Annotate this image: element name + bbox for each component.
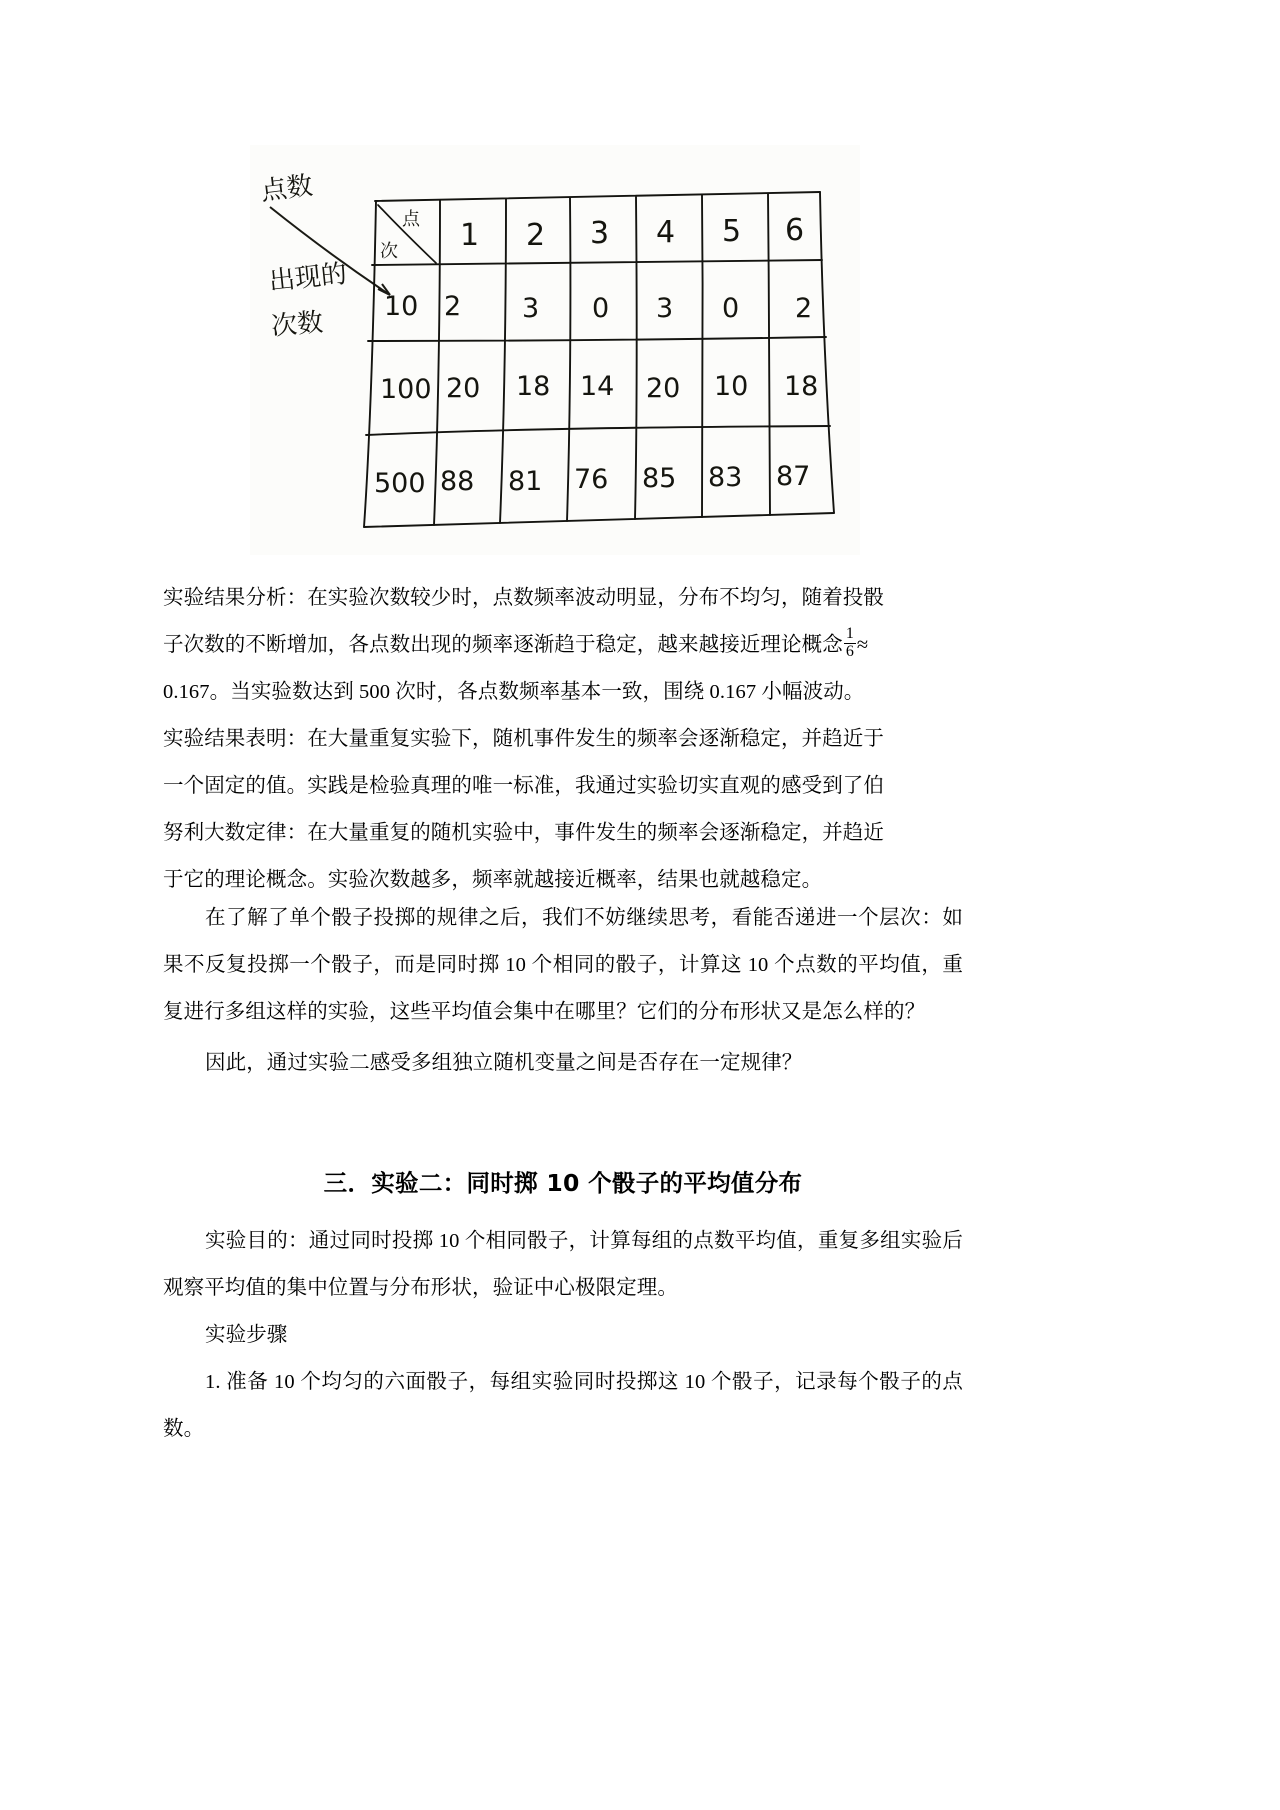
- analysis-line-1: 实验结果分析：在实验次数较少时，点数频率波动明显，分布不均匀，随着投骰: [163, 587, 884, 609]
- col-header-4: 4: [656, 215, 676, 250]
- analysis-line-2: [163, 622, 963, 669]
- corner-label-dian: 点: [402, 209, 420, 230]
- purpose-paragraph: 实验目的：通过同时投掷 10 个相同骰子，计算每组的点数平均值，重复多组实验后观察平均值的集中位置与分布形状，验证中心极限定理。: [163, 1230, 963, 1299]
- cell-100-4: 20: [646, 373, 681, 404]
- cell-100-5: 10: [714, 371, 749, 402]
- experiment-step-1-block: [163, 1359, 963, 1453]
- therefore-paragraph: 因此，通过实验二感受多组独立随机变量之间是否存在一定规律？: [205, 1052, 803, 1074]
- row-label-100: 100: [380, 374, 432, 405]
- steps-title: 实验步骤: [205, 1324, 288, 1346]
- handwritten-table-svg: [250, 145, 860, 555]
- col-header-1: 1: [460, 218, 480, 253]
- step-1-text: 1. 准备 10 个均匀的六面骰子，每组实验同时投掷这 10 个骰子，记录每个骰子的点数。: [163, 1371, 963, 1440]
- approx-symbol: ≈: [856, 634, 869, 656]
- col-header-3: 3: [590, 216, 610, 251]
- fraction-numerator: 1: [845, 625, 854, 643]
- question-paragraph: 在了解了单个骰子投掷的规律之后，我们不妨继续思考，看能否递进一个层次：如果不反复投掷一个骰子，而是同时掷 10 个相同的骰子，计算这 10 个点数的平均值，重复进行多组这样的实验，这些平均值会集中在哪里？它们的分布形状又是怎么样的？: [163, 907, 963, 1023]
- cell-500-2: 81: [508, 466, 543, 497]
- cell-500-1: 88: [440, 466, 475, 497]
- col-header-6: 6: [785, 213, 805, 248]
- experiment-steps-title-block: [163, 1312, 963, 1359]
- fraction-denominator: 6: [845, 642, 854, 660]
- analysis-line-7: 于它的理论概念。实验次数越多，频率就越接近概率，结果也就越稳定。: [163, 869, 823, 891]
- therefore-block: [163, 1040, 963, 1087]
- cell-100-2: 18: [516, 371, 551, 402]
- probability-fraction: [844, 626, 856, 660]
- analysis-line-4: 实验结果表明：在大量重复实验下，随机事件发生的频率会逐渐稳定，并趋近于: [163, 728, 884, 750]
- analysis-line-3: 0.167。当实验数达到 500 次时，各点数频率基本一致，围绕 0.167 小幅波动。: [163, 681, 865, 703]
- cell-10-1: 2: [444, 291, 462, 322]
- cell-100-6: 18: [784, 371, 819, 402]
- experiment-purpose-block: [163, 1218, 963, 1312]
- cell-10-3: 0: [592, 293, 610, 324]
- corner-label-ci: 次: [380, 241, 398, 262]
- col-header-2: 2: [526, 218, 546, 253]
- analysis-line-5: 一个固定的值。实践是检验真理的唯一标准，我通过实验切实直观的感受到了伯: [163, 775, 884, 797]
- analysis-line-2-text: 子次数的不断增加，各点数出现的频率逐渐趋于稳定，越来越接近理论概念: [163, 634, 843, 656]
- cell-10-2: 3: [522, 293, 540, 324]
- col-header-5: 5: [722, 214, 742, 249]
- cell-500-3: 76: [574, 464, 609, 495]
- analysis-line-6: 努利大数定律：在大量重复的随机实验中，事件发生的频率会逐渐稳定，并趋近: [163, 822, 884, 844]
- label-cishu: 次数: [269, 307, 325, 342]
- cell-10-4: 3: [656, 293, 674, 324]
- cell-10-5: 0: [722, 293, 740, 324]
- experiment-analysis-block: [163, 575, 963, 904]
- section-heading-experiment-two: 三．实验二：同时掷 10 个骰子的平均值分布: [323, 1169, 803, 1197]
- cell-10-6: 2: [795, 293, 813, 324]
- handwritten-frequency-table-figure: [250, 145, 860, 555]
- label-dianshu: 点数: [259, 170, 315, 207]
- row-label-500: 500: [374, 468, 426, 499]
- cell-100-1: 20: [446, 373, 481, 404]
- question-block: [163, 895, 963, 1036]
- cell-100-3: 14: [580, 371, 615, 402]
- figure-image: [250, 145, 860, 555]
- label-chuxiande: 出现的: [267, 258, 349, 297]
- row-label-10: 10: [384, 291, 419, 322]
- cell-500-4: 85: [642, 463, 677, 494]
- cell-500-6: 87: [776, 461, 811, 492]
- cell-500-5: 83: [708, 462, 743, 493]
